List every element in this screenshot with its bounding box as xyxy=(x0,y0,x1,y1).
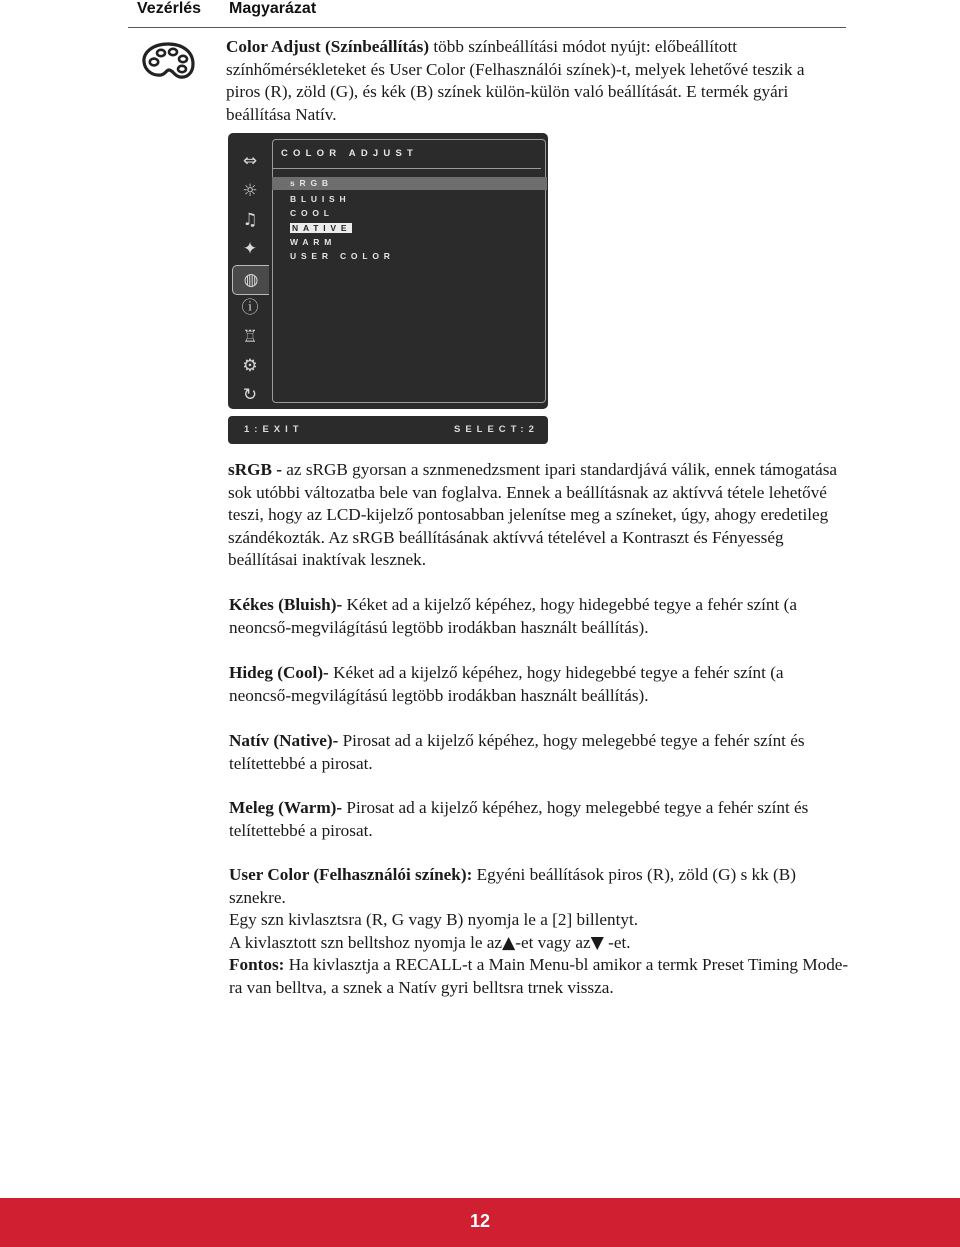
srgb-title: sRGB - xyxy=(228,460,282,479)
user-color-line-3-a: A kivlasztott szn belltshoz nyomja le az xyxy=(229,932,503,952)
osd-item-bluish[interactable]: BLUISH xyxy=(290,194,351,204)
native-title: Natív (Native)- xyxy=(229,731,339,750)
srgb-paragraph xyxy=(228,459,848,572)
osd-item-native[interactable] xyxy=(290,223,352,233)
osd-item-user-color[interactable]: USER COLOR xyxy=(290,251,395,261)
osd-item-warm[interactable]: WARM xyxy=(290,237,337,247)
cool-text: Kéket ad a kijelző képéhez, hogy hidegebbé tegye a fehér színt (a neoncső-megvilágítású legtöbb irodákban használt beállítás). xyxy=(229,663,784,705)
user-color-line-1 xyxy=(229,864,849,909)
input-icon: ⇔ xyxy=(242,151,258,171)
header-rule xyxy=(128,27,846,28)
color-palette-icon: ◍ xyxy=(232,265,269,295)
osd-select-label[interactable]: SELECT:2 xyxy=(454,424,539,435)
osd-exit-label[interactable]: 1:EXIT xyxy=(244,424,304,435)
warm-paragraph xyxy=(229,797,849,842)
user-color-title: User Color (Felhasználói színek): xyxy=(229,865,473,884)
osd-menu xyxy=(228,133,548,409)
osd-title: COLOR ADJUST xyxy=(281,148,418,159)
bluish-paragraph xyxy=(229,594,849,639)
up-arrow-icon: ▲ xyxy=(502,932,516,953)
native-paragraph xyxy=(229,730,849,775)
color-palette-icon xyxy=(140,40,196,82)
user-color-line-3-b: -et vagy az xyxy=(515,932,591,952)
cool-title: Hideg (Cool)- xyxy=(229,663,329,682)
cool-paragraph xyxy=(229,662,849,707)
down-arrow-icon: ▼ xyxy=(590,932,604,953)
brightness-icon: ☼ xyxy=(242,181,258,201)
header-col-explanation: Magyarázat xyxy=(229,0,317,17)
header-col-controls: Vezérlés xyxy=(137,0,202,17)
audio-icon: ♫ xyxy=(242,210,258,230)
osd-item-cool[interactable]: COOL xyxy=(290,208,334,218)
user-color-line-3 xyxy=(229,932,849,955)
warm-text: Pirosat ad a kijelző képéhez, hogy melegebbé tegye a fehér színt és telítettebbé a pirosat. xyxy=(229,798,809,840)
osd-sidebar xyxy=(232,141,268,403)
bluish-text: Kéket ad a kijelző képéhez, hogy hidegebbé tegye a fehér színt (a neoncső-megvilágítású legtöbb irodákban használt beállítás). xyxy=(229,595,797,637)
native-text: Pirosat ad a kijelző képéhez, hogy melegebbé tegye a fehér színt és telítettebbé a pirosat. xyxy=(229,731,805,773)
user-color-line-3-c: -et. xyxy=(603,932,631,952)
intro-paragraph xyxy=(226,36,836,126)
srgb-text: az sRGB gyorsan a sznmenedzsment ipari standardjává válik, ennek támogatása sok utóbbi változatba bele van foglalva. Ennek a beállításnak az aktívvá tétele lehetővé teszi, hogy az LCD-kijelző pontosabban jelenítse meg a színeket, úgy, ahogy eredetileg szándékozták. Az sRGB beállításának aktívvá tételével a Kontraszt és Fényesség beállításai inaktívak lesznek. xyxy=(228,460,838,569)
important-label: Fontos: xyxy=(229,955,285,974)
info-icon: ⓘ xyxy=(241,298,259,318)
manual-adjust-icon: ♖ xyxy=(242,327,258,347)
osd-title-divider xyxy=(272,168,541,169)
page-footer xyxy=(0,1198,960,1247)
important-text: Ha kivlasztja a RECALL-t a Main Menu-bl amikor a termk Preset Timing Mode-ra van belltva, a sznek a Natív gyri belltsra trnek vissza. xyxy=(229,955,849,997)
user-color-line-2: Egy szn kivlasztsra (R, G vagy B) nyomja le a [2] billentyt. xyxy=(229,910,639,929)
user-color-paragraph xyxy=(229,864,849,999)
warm-title: Meleg (Warm)- xyxy=(229,798,343,817)
osd-item-srgb[interactable]: sRGB xyxy=(272,177,547,190)
osd-bottom-bar xyxy=(228,416,548,444)
intro-text: több színbeállítási módot nyújt: előbeállított színhőmérsékleteket és User Color (Felhasználói színek)-t, melyek lehetővé teszik a piros (R), zöld (G), és kék (B) színek külön-külön való beállítását. E termék gyári beállítása Natív. xyxy=(226,37,805,124)
user-color-text: Egyéni beállítások piros (R), zöld (G) s kk (B) sznekre. xyxy=(229,865,796,907)
bluish-title: Kékes (Bluish)- xyxy=(229,595,343,614)
image-icon: ✦ xyxy=(242,239,258,259)
osd-item-native-label: NATIVE xyxy=(292,223,352,233)
page-number: 12 xyxy=(469,1211,491,1231)
important-note xyxy=(229,954,849,999)
intro-title: Color Adjust (Színbeállítás) xyxy=(226,37,430,56)
recall-icon: ↻ xyxy=(242,385,258,405)
setup-icon: ⚙ xyxy=(242,356,258,376)
